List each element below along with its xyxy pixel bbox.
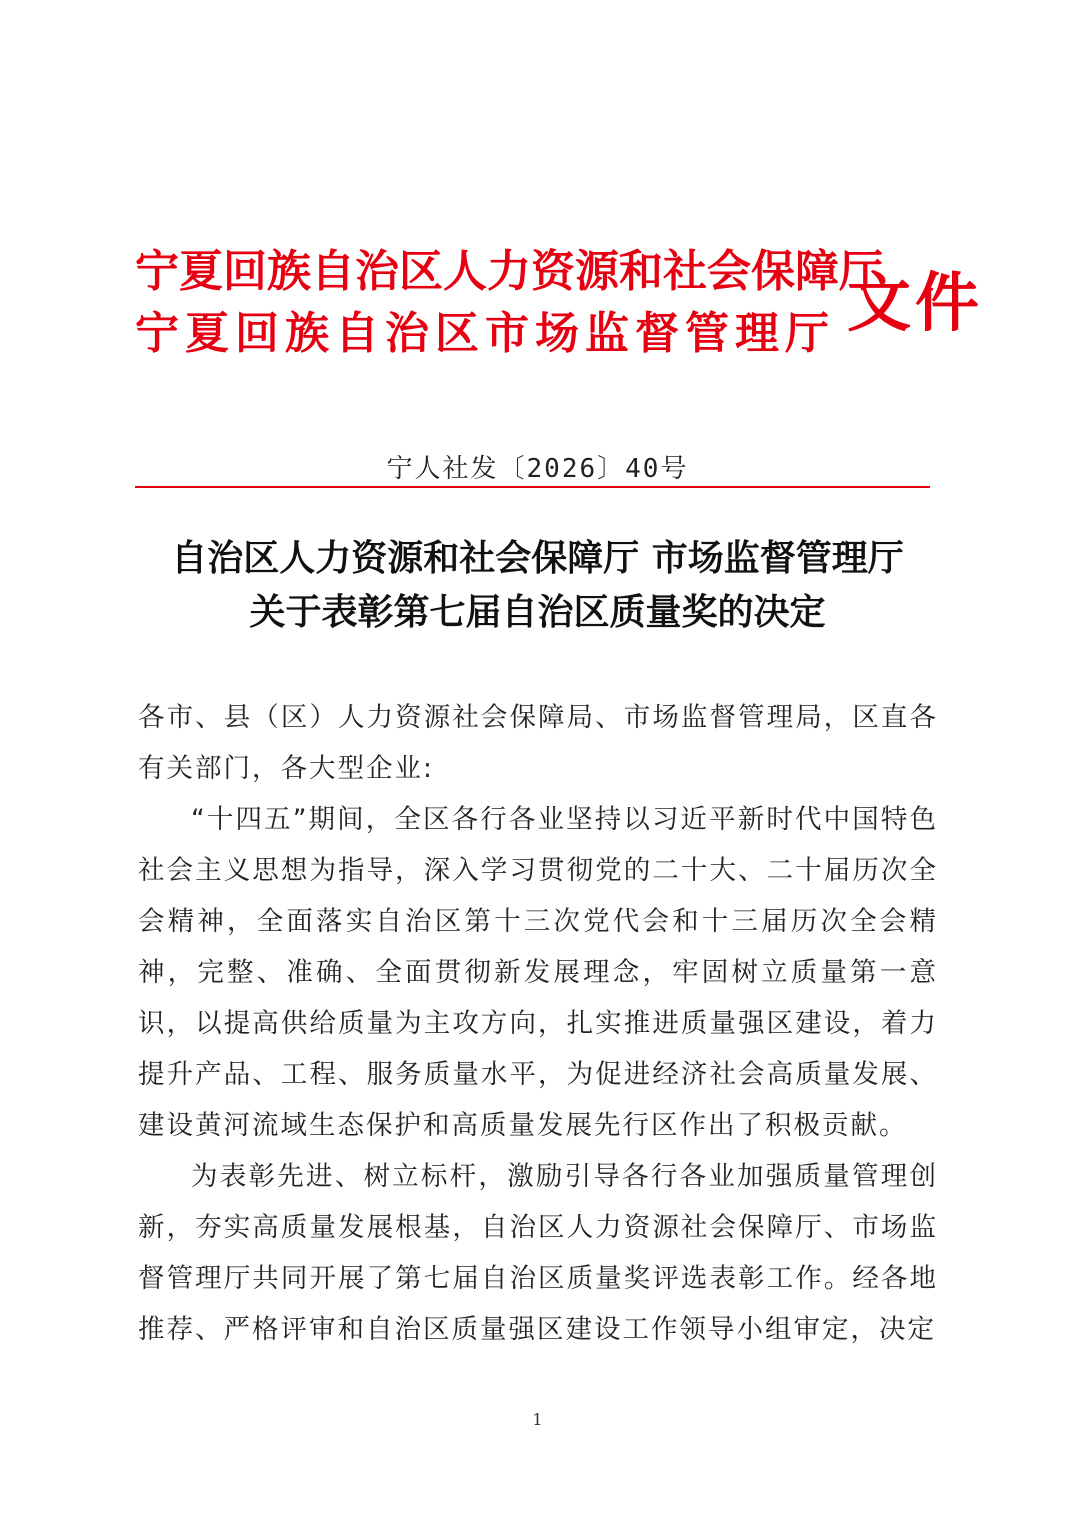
document-type-label: 文件 xyxy=(847,266,983,341)
issuer-line-1: 宁夏回族自治区人力资源和社会保障厅 xyxy=(135,246,883,297)
document-body xyxy=(138,692,938,1355)
paragraph-2: 为表彰先进、树立标杆，激励引导各行各业加强质量管理创新，夯实高质量发展根基，自治区人力资源社会保障厅、市场监督管理厅共同开展了第七届自治区质量奖评选表彰工作。经各地推荐、严格评审和自治区质量强区建设工作领导小组审定，决定 xyxy=(138,1161,938,1345)
document-number: 宁人社发〔2026〕40号 xyxy=(386,454,689,484)
document-title-line-1: 自治区人力资源和社会保障厅 市场监督管理厅 xyxy=(171,537,904,579)
issuer-line-2: 宁夏回族自治区市场监督管理厅 xyxy=(135,308,835,359)
salutation: 各市、县（区）人力资源社会保障局、市场监督管理局，区直各有关部门，各大型企业: xyxy=(138,702,938,784)
page-number: 1 xyxy=(532,1410,543,1429)
paragraph-1: “十四五”期间，全区各行各业坚持以习近平新时代中国特色社会主义思想为指导，深入学习贯彻党的二十大、二十届历次全会精神，全面落实自治区第十三次党代会和十三届历次全会精神，完整、准确、全面贯彻新发展理念，牢固树立质量第一意识，以提高供给质量为主攻方向，扎实推进质量强区建设，着力提升产品、工程、服务质量水平，为促进经济社会高质量发展、建设黄河流域生态保护和高质量发展先行区作出了积极贡献。 xyxy=(138,804,938,1141)
document-title-line-2: 关于表彰第七届自治区质量奖的决定 xyxy=(249,591,826,633)
document-header xyxy=(135,240,995,380)
red-separator-line xyxy=(135,486,930,488)
